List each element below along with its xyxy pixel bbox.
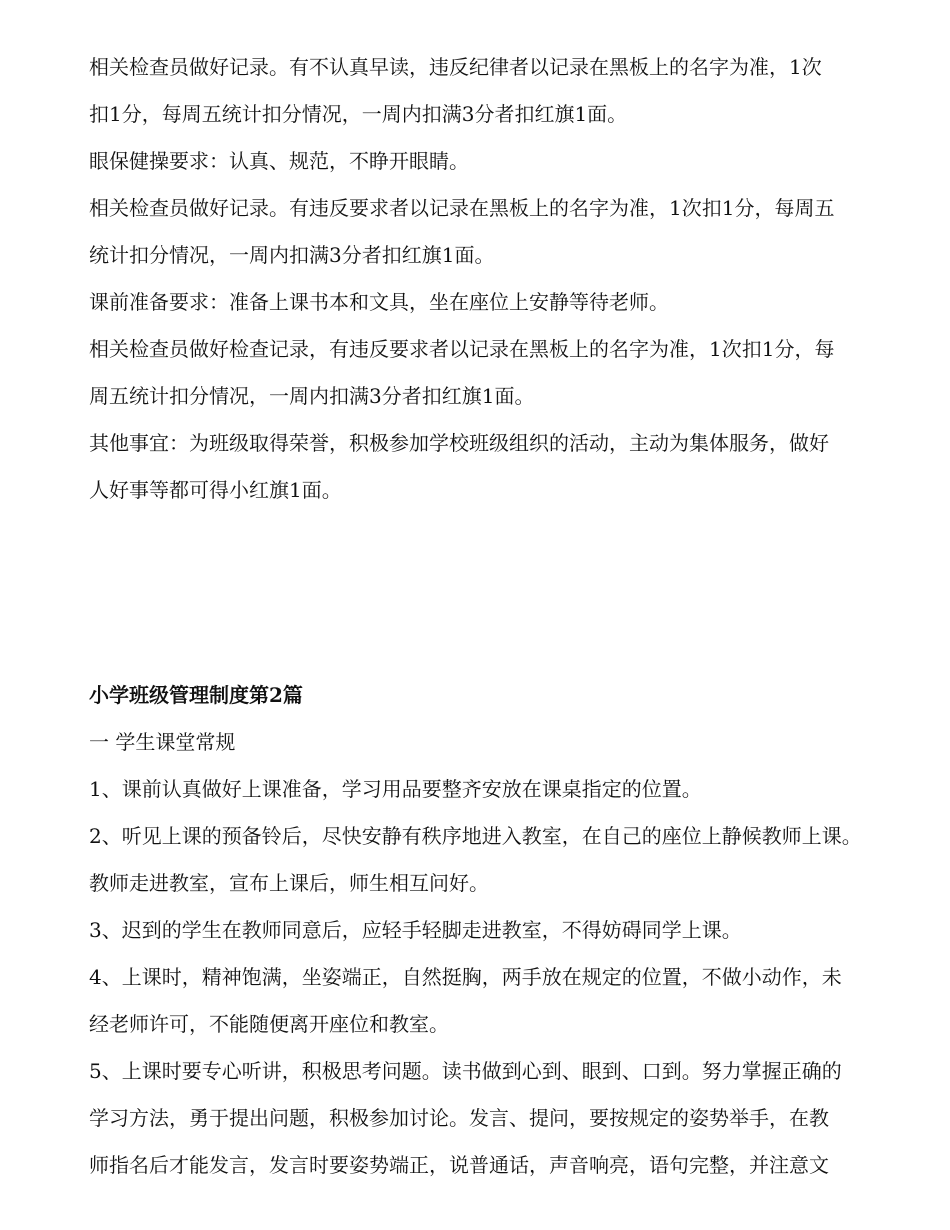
paragraph-line: 课前准备要求：准备上课书本和文具，坐在座位上安静等待老师。 bbox=[89, 290, 669, 314]
paragraph-line: 相关检查员做好检查记录，有违反要求者以记录在黑板上的名字为准，1次扣1分，每 bbox=[89, 337, 835, 361]
paragraph-line: 4、上课时，精神饱满，坐姿端正，自然挺胸，两手放在规定的位置，不做小动作，未 bbox=[89, 965, 842, 989]
paragraph-line: 3、迟到的学生在教师同意后，应轻手轻脚走进教室，不得妨碍同学上课。 bbox=[89, 918, 742, 942]
subsection-heading: 一 学生课堂常规 bbox=[89, 730, 236, 754]
section-one bbox=[89, 44, 919, 514]
paragraph-line: 其他事宜：为班级取得荣誉，积极参加学校班级组织的活动，主动为集体服务，做好 bbox=[89, 431, 829, 455]
paragraph-line: 相关检查员做好记录。有违反要求者以记录在黑板上的名字为准，1次扣1分，每周五 bbox=[89, 196, 835, 220]
paragraph-line: 相关检查员做好记录。有不认真早读，违反纪律者以记录在黑板上的名字为准，1次 bbox=[89, 55, 822, 79]
paragraph-line: 5、上课时要专心听讲，积极思考问题。读书做到心到、眼到、口到。努力掌握正确的 bbox=[89, 1059, 842, 1083]
paragraph-line: 教师走进教室，宣布上课后，师生相互问好。 bbox=[89, 871, 489, 895]
paragraph-line: 周五统计扣分情况，一周内扣满3分者扣红旗1面。 bbox=[89, 384, 535, 408]
paragraph-line: 师指名后才能发言，发言时要姿势端正，说普通话，声音响亮，语句完整，并注意文 bbox=[89, 1153, 829, 1177]
section-title: 小学班级管理制度第2篇 bbox=[89, 683, 303, 707]
paragraph-line: 眼保健操要求：认真、规范，不睁开眼睛。 bbox=[89, 149, 469, 173]
paragraph-line: 经老师许可，不能随便离开座位和教室。 bbox=[89, 1012, 449, 1036]
paragraph-line: 1、课前认真做好上课准备，学习用品要整齐安放在课桌指定的位置。 bbox=[89, 777, 702, 801]
section-two bbox=[89, 672, 919, 1189]
paragraph-line: 人好事等都可得小红旗1面。 bbox=[89, 478, 342, 502]
paragraph-line: 统计扣分情况，一周内扣满3分者扣红旗1面。 bbox=[89, 243, 495, 267]
paragraph-line: 学习方法，勇于提出问题，积极参加讨论。发言、提问，要按规定的姿势举手，在教 bbox=[89, 1106, 829, 1130]
paragraph-line: 2、听见上课的预备铃后，尽快安静有秩序地进入教室，在自己的座位上静候教师上课。 bbox=[89, 824, 862, 848]
paragraph-line: 扣1分，每周五统计扣分情况，一周内扣满3分者扣红旗1面。 bbox=[89, 102, 628, 126]
